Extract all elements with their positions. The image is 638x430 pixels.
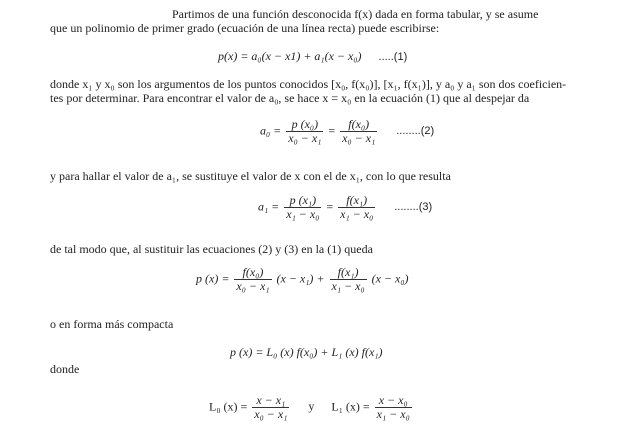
equation-2-equals: = (328, 123, 336, 138)
equation-3-fraction-1-numerator: p (x₁) (284, 194, 321, 208)
equation-2-fraction-1 (286, 118, 323, 145)
intro-line-1: Partimos de una función desconocida f(x) dada en forma tabular, y se asume (172, 7, 539, 21)
equation-1-number: .....(1) (378, 51, 408, 63)
equation-2 (260, 118, 434, 145)
equation-3 (258, 194, 432, 221)
equation-1-formula: p(x) = a₀(x − x1) + a₁(x − x₀) (218, 49, 362, 63)
equation-6-y: y (308, 399, 315, 414)
equation-6-l1-fraction (375, 394, 412, 421)
intro-line-2: que un polinomio de primer grado (ecuación de una línea recta) puede escribirse: (50, 21, 440, 35)
equation-3-lhs: a₁ = (258, 199, 280, 214)
equation-4-fraction-2 (330, 266, 367, 293)
equation-3-equals: = (326, 199, 334, 214)
equation-4-fraction-1-denominator: x₀ − x₁ (236, 279, 270, 293)
equation-4-fraction-1 (234, 266, 271, 293)
equation-4 (196, 266, 409, 293)
equation-6-l1-denominator: x₁ − x₀ (376, 407, 410, 421)
equation-6-l0-numerator: x − x₁ (252, 394, 289, 408)
equation-6-l1-numerator: x − x₀ (375, 394, 412, 408)
donde-line-2: tes por determinar. Para encontrar el valor de a₀, se hace x = x₀ en la ecuación (1) que al despejar da (50, 91, 530, 105)
equation-2-lhs: a₀ = (260, 123, 282, 138)
equation-6-l0-fraction (252, 394, 289, 421)
equation-3-fraction-1-denominator: x₁ − x₀ (286, 207, 320, 221)
compacta-line: o en forma más compacta (50, 317, 174, 331)
tal-modo-line: de tal modo que, al sustituir las ecuaciones (2) y (3) en la (1) queda (50, 242, 373, 256)
equation-1 (218, 49, 407, 64)
equation-3-fraction-2-numerator: f(x₁) (338, 194, 375, 208)
equation-3-number: ........(3) (394, 201, 433, 214)
donde-2-line: donde (50, 362, 80, 376)
equation-6-l1-lhs: L₁ (x) = (331, 399, 370, 414)
equation-6 (209, 394, 414, 421)
equation-2-fraction-1-denominator: x₀ − x₁ (288, 131, 322, 145)
equation-2-fraction-1-numerator: p (x₀) (286, 118, 323, 132)
para-hallar-line: y para hallar el valor de a₁, se sustituye el valor de x con el de x₁, con lo que resulta (50, 169, 451, 183)
equation-4-end: (x − x₀) (371, 271, 409, 286)
equation-5-formula: p (x) = L₀ (x) f(x₀) + L₁ (x) f(x₁) (230, 345, 383, 359)
equation-5 (230, 345, 383, 360)
equation-3-fraction-1 (284, 194, 321, 221)
equation-2-fraction-2 (340, 118, 377, 145)
equation-4-lhs: p (x) = (196, 271, 230, 286)
equation-4-fraction-2-numerator: f(x₁) (330, 266, 367, 280)
equation-6-l0-denominator: x₀ − x₁ (254, 407, 288, 421)
equation-2-number: ........(2) (396, 125, 435, 138)
donde-line-1: donde x₁ y x₀ son los argumentos de los puntos conocidos [x₀, f(x₀)], [x₁, f(x₁)], y a₀ y a₁ son dos coeficien- (50, 77, 567, 91)
equation-3-fraction-2-denominator: x₁ − x₀ (340, 207, 374, 221)
equation-4-middle: (x − x₁) + (276, 271, 325, 286)
equation-2-fraction-2-denominator: x₀ − x₁ (342, 131, 376, 145)
equation-4-fraction-2-denominator: x₁ − x₀ (331, 279, 365, 293)
equation-6-l0-lhs: L₀ (x) = (209, 399, 248, 414)
equation-3-fraction-2 (338, 194, 375, 221)
equation-4-fraction-1-numerator: f(x₀) (234, 266, 271, 280)
equation-2-fraction-2-numerator: f(x₀) (340, 118, 377, 132)
